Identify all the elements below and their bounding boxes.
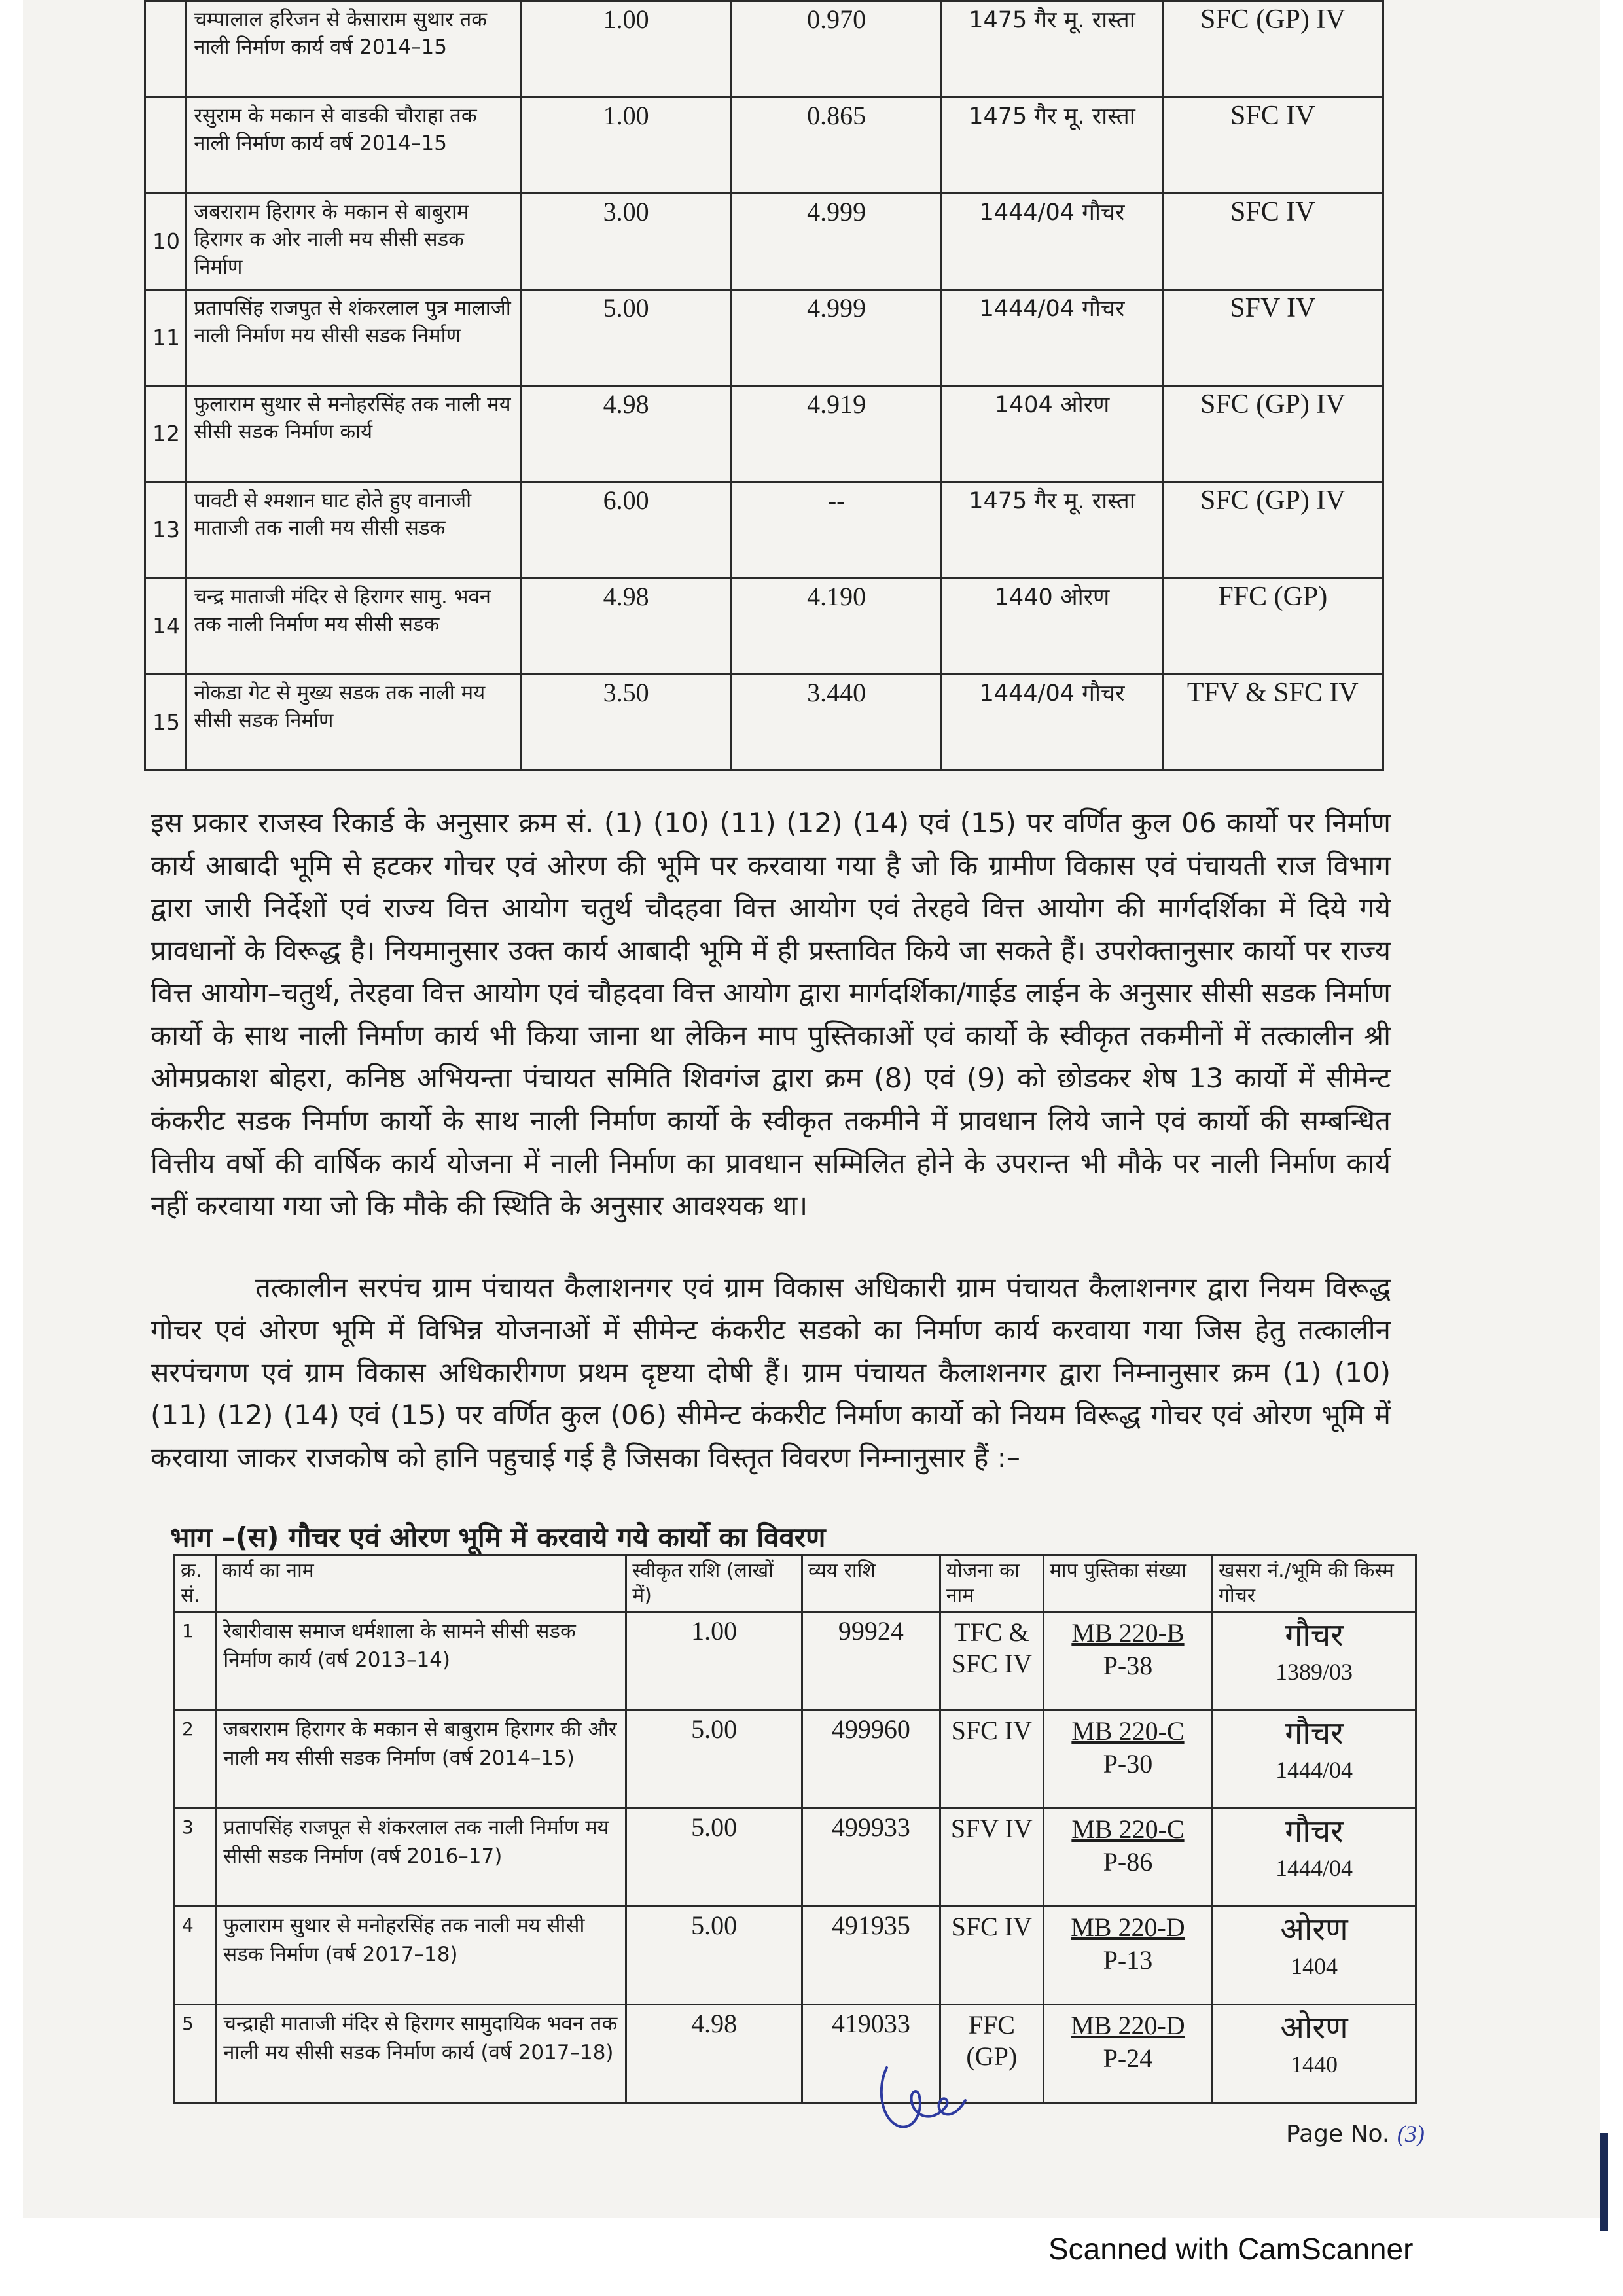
cell-scheme: SFC (GP) IV bbox=[1162, 1, 1383, 97]
table-row bbox=[175, 1809, 1416, 1907]
cell-work: प्रतापसिंह राजपुत से शंकरलाल पुत्र मालाजी नाली निर्माण मय सीसी सडक निर्माण bbox=[187, 290, 521, 386]
mb-page: P-86 bbox=[1103, 1847, 1153, 1877]
cell-spent: -- bbox=[731, 482, 941, 578]
cell-scheme: SFV IV bbox=[1162, 290, 1383, 386]
cell-sno: 2 bbox=[175, 1710, 216, 1809]
header-scheme: योजना का नाम bbox=[940, 1555, 1043, 1612]
page-number bbox=[1286, 2120, 1425, 2147]
cell-expense: 99924 bbox=[802, 1612, 940, 1710]
table-row bbox=[145, 194, 1383, 290]
cell-sanctioned: 3.50 bbox=[521, 675, 731, 771]
header-sanctioned: स्वीकृत राशि (लाखों में) bbox=[626, 1555, 802, 1612]
cell-expense: 419033 bbox=[802, 2005, 940, 2103]
cell-scheme: SFC (GP) IV bbox=[1162, 482, 1383, 578]
cell-spent: 3.440 bbox=[731, 675, 941, 771]
cell-sanctioned: 1.00 bbox=[521, 1, 731, 97]
cell-land: 1444/04 गौचर bbox=[942, 675, 1162, 771]
mb-page: P-38 bbox=[1103, 1651, 1153, 1680]
cell-scheme: SFC (GP) IV bbox=[1162, 386, 1383, 482]
cell-scheme: FFC (GP) bbox=[1162, 578, 1383, 675]
table-header-row bbox=[175, 1555, 1416, 1612]
mb-number: MB 220-D bbox=[1071, 1913, 1185, 1942]
cell-sanctioned: 5.00 bbox=[626, 1710, 802, 1809]
cell-mb bbox=[1043, 2005, 1212, 2103]
mb-number: MB 220-B bbox=[1071, 1618, 1185, 1648]
land-type: ओरण bbox=[1280, 2009, 1348, 2046]
mb-page: P-30 bbox=[1103, 1749, 1153, 1778]
mb-page: P-13 bbox=[1103, 1945, 1153, 1975]
cell-work: चम्पालाल हरिजन से केसाराम सुथार तक नाली निर्माण कार्य वर्ष 2014–15 bbox=[187, 1, 521, 97]
cell-scheme: TFV & SFC IV bbox=[1162, 675, 1383, 771]
cell-work: फुलाराम सुथार से मनोहरसिंह तक नाली मय सीसी सडक निर्माण कार्य bbox=[187, 386, 521, 482]
table-row bbox=[175, 1710, 1416, 1809]
khasra-number: 1389/03 bbox=[1275, 1659, 1353, 1685]
header-expense: व्यय राशि bbox=[802, 1555, 940, 1612]
cell-work: जबराराम हिरागर के मकान से बाबुराम हिरागर की और नाली मय सीसी सडक निर्माण (वर्ष 2014–15) bbox=[216, 1710, 626, 1809]
cell-scheme: SFC IV bbox=[1162, 194, 1383, 290]
cell-mb bbox=[1043, 1710, 1212, 1809]
cell-work: फुलाराम सुथार से मनोहरसिंह तक नाली मय सीसी सडक निर्माण (वर्ष 2017–18) bbox=[216, 1907, 626, 2005]
cell-sanctioned: 5.00 bbox=[521, 290, 731, 386]
cell-spent: 4.190 bbox=[731, 578, 941, 675]
scanned-page bbox=[23, 0, 1600, 2218]
page-number-value: (3) bbox=[1397, 2121, 1425, 2147]
signature-mark bbox=[874, 2061, 978, 2140]
scan-edge-mark bbox=[1600, 2133, 1608, 2231]
cell-sno bbox=[145, 97, 187, 194]
cell-land: 1475 गैर मू. रास्ता bbox=[942, 97, 1162, 194]
cell-land: 1440 ओरण bbox=[942, 578, 1162, 675]
cell-land: 1475 गैर मू. रास्ता bbox=[942, 1, 1162, 97]
mb-page: P-24 bbox=[1103, 2043, 1153, 2073]
table-row bbox=[175, 2005, 1416, 2103]
cell-sno: 11 bbox=[145, 290, 187, 386]
cell-work: चन्द्राही माताजी मंदिर से हिरागर सामुदायिक भवन तक नाली मय सीसी सडक निर्माण कार्य (वर्ष 2017–18) bbox=[216, 2005, 626, 2103]
part-c-title: भाग –(स) गौचर एवं ओरण भूमि में करवाये गये कार्यो का विवरण bbox=[170, 1521, 826, 1553]
grazing-land-works-table bbox=[173, 1554, 1417, 2104]
cell-land: 1444/04 गौचर bbox=[942, 290, 1162, 386]
cell-sno bbox=[145, 1, 187, 97]
cell-scheme: SFC IV bbox=[940, 1907, 1043, 2005]
khasra-number: 1440 bbox=[1291, 2051, 1338, 2077]
findings-paragraph-1: इस प्रकार राजस्व रिकार्ड के अनुसार क्रम सं. (1) (10) (11) (12) (14) एवं (15) पर वर्णित कुल 06 कार्यो पर निर्माण कार्य आबादी भूमि से हटकर गोचर एवं ओरण की भूमि पर करवाया गया है जो कि ग्रामीण विकास एवं पंचायती राज विभाग द्वारा जारी निर्देशों एवं राज्य वित्त आयोग चतुर्थ चौदहवा वित्त आयोग एवं तेरहवे वित्त आयोग की मार्गदर्शिका में दिये गये प्रावधानों के विरूद्ध है। नियमानुसार उक्त कार्य आबादी भूमि में ही प्रस्तावित किये जा सकते हैं। उपरोक्तानुसार कार्यो पर राज्य वित्त आयोग–चतुर्थ, तेरहवा वित्त आयोग एवं चौहदवा वित्त आयोग द्वारा मार्गदर्शिका/गाईड लाईन के अनुसार सीसी सडक निर्माण कार्यो के साथ नाली निर्माण कार्य भी किया जाना था लेकिन माप पुस्तिकाओं एवं कार्यो के स्वीकृत तकमीनों में तत्कालीन श्री ओमप्रकाश बोहरा, कनिष्ठ अभियन्ता पंचायत समिति शिवगंज द्वारा क्रम (8) एवं (9) को छोडकर शेष 13 कार्यो में सीमेन्ट कंकरीट सडक निर्माण कार्यो के साथ नाली निर्माण कार्यो के स्वीकृत तकमीने में प्रावधान लिये जाने एवं कार्यो की सम्बन्धित वित्तीय वर्षो की वार्षिक कार्य योजना में नाली निर्माण का प्रावधान सम्मिलित होने के उपरान्त भी मौके पर नाली निर्माण कार्य नहीं करवाया गया जो कि मौके की स्थिति के अनुसार आवश्यक था। bbox=[151, 807, 1391, 1222]
cell-work: पावटी से श्मशान घाट होते हुए वानाजी माताजी तक नाली मय सीसी सडक bbox=[187, 482, 521, 578]
page-number-label: Page No. bbox=[1286, 2121, 1390, 2147]
table-row bbox=[145, 482, 1383, 578]
cell-sno: 10 bbox=[145, 194, 187, 290]
cell-sanctioned: 1.00 bbox=[626, 1612, 802, 1710]
cell-sno: 15 bbox=[145, 675, 187, 771]
cell-spent: 4.999 bbox=[731, 290, 941, 386]
cell-sanctioned: 5.00 bbox=[626, 1809, 802, 1907]
cell-work: जबराराम हिरागर के मकान से बाबुराम हिरागर क ओर नाली मय सीसी सडक निर्माण bbox=[187, 194, 521, 290]
cell-spent: 4.919 bbox=[731, 386, 941, 482]
khasra-number: 1444/04 bbox=[1275, 1855, 1353, 1881]
cell-work: चन्द्र माताजी मंदिर से हिरागर सामु. भवन तक नाली निर्माण मय सीसी सडक bbox=[187, 578, 521, 675]
cell-expense: 499933 bbox=[802, 1809, 940, 1907]
table-row bbox=[145, 290, 1383, 386]
cell-sanctioned: 3.00 bbox=[521, 194, 731, 290]
khasra-number: 1404 bbox=[1291, 1953, 1338, 1979]
mb-number: MB 220-D bbox=[1071, 2011, 1185, 2040]
cell-scheme: TFC & SFC IV bbox=[940, 1612, 1043, 1710]
header-mb: माप पुस्तिका संख्या bbox=[1043, 1555, 1212, 1612]
cell-land: 1475 गैर मू. रास्ता bbox=[942, 482, 1162, 578]
cell-khasra bbox=[1213, 1907, 1416, 2005]
land-type: गौचर bbox=[1285, 1617, 1344, 1653]
cell-land: 1404 ओरण bbox=[942, 386, 1162, 482]
cell-sno: 1 bbox=[175, 1612, 216, 1710]
cell-sno: 13 bbox=[145, 482, 187, 578]
cell-expense: 491935 bbox=[802, 1907, 940, 2005]
land-type: गौचर bbox=[1285, 1813, 1344, 1850]
cell-scheme: SFC IV bbox=[940, 1710, 1043, 1809]
cell-sno: 4 bbox=[175, 1907, 216, 2005]
table-row bbox=[145, 97, 1383, 194]
cell-land: 1444/04 गौचर bbox=[942, 194, 1162, 290]
cell-scheme: FFC (GP) bbox=[940, 2005, 1043, 2103]
khasra-number: 1444/04 bbox=[1275, 1757, 1353, 1783]
cell-spent: 4.999 bbox=[731, 194, 941, 290]
cell-expense: 499960 bbox=[802, 1710, 940, 1809]
cell-work: प्रतापसिंह राजपूत से शंकरलाल तक नाली निर्माण मय सीसी सडक निर्माण (वर्ष 2016–17) bbox=[216, 1809, 626, 1907]
cell-sanctioned: 4.98 bbox=[521, 386, 731, 482]
mb-number: MB 220-C bbox=[1071, 1814, 1185, 1844]
cell-work: रेबारीवास समाज धर्मशाला के सामने सीसी सडक निर्माण कार्य (वर्ष 2013–14) bbox=[216, 1612, 626, 1710]
cell-sanctioned: 4.98 bbox=[521, 578, 731, 675]
cell-spent: 0.970 bbox=[731, 1, 941, 97]
cell-sanctioned: 6.00 bbox=[521, 482, 731, 578]
table-row bbox=[145, 386, 1383, 482]
table-row bbox=[175, 1907, 1416, 2005]
cell-mb bbox=[1043, 1907, 1212, 2005]
cell-khasra bbox=[1213, 1612, 1416, 1710]
cell-sno: 14 bbox=[145, 578, 187, 675]
table-row bbox=[145, 578, 1383, 675]
works-table-continued bbox=[144, 0, 1384, 771]
cell-scheme: SFV IV bbox=[940, 1809, 1043, 1907]
cell-work: नोकडा गेट से मुख्य सडक तक नाली मय सीसी सडक निर्माण bbox=[187, 675, 521, 771]
land-type: ओरण bbox=[1280, 1911, 1348, 1948]
findings-paragraph-2: तत्कालीन सरपंच ग्राम पंचायत कैलाशनगर एवं ग्राम विकास अधिकारी ग्राम पंचायत कैलाशनगर द्वारा नियम विरूद्ध गोचर एवं ओरण भूमि में विभिन्न योजनाओं में सीमेन्ट कंकरीट सडको का निर्माण कार्य करवाया गया जिस हेतु तत्कालीन सरपंचगण एवं ग्राम विकास अधिकारीगण प्रथम दृष्टया दोषी हैं। ग्राम पंचायत कैलाशनगर द्वारा निम्नानुसार क्रम (1) (10) (11) (12) (14) एवं (15) पर वर्णित कुल (06) सीमेन्ट कंकरीट निर्माण कार्यो को नियम विरूद्ध गोचर एवं ओरण भूमि में करवाया जाकर राजकोष को हानि पहुचाई गई है जिसका विस्तृत विवरण निम्नानुसार हैं :– bbox=[151, 1271, 1391, 1474]
cell-sno: 12 bbox=[145, 386, 187, 482]
table-row bbox=[175, 1612, 1416, 1710]
cell-khasra bbox=[1213, 1809, 1416, 1907]
cell-scheme: SFC IV bbox=[1162, 97, 1383, 194]
cell-sanctioned: 5.00 bbox=[626, 1907, 802, 2005]
cell-spent: 0.865 bbox=[731, 97, 941, 194]
cell-khasra bbox=[1213, 2005, 1416, 2103]
header-khasra: खसरा नं./भूमि की किस्म गोचर bbox=[1213, 1555, 1416, 1612]
land-type: गौचर bbox=[1285, 1715, 1344, 1752]
header-work: कार्य का नाम bbox=[216, 1555, 626, 1612]
cell-sno: 5 bbox=[175, 2005, 216, 2103]
cell-mb bbox=[1043, 1809, 1212, 1907]
mb-number: MB 220-C bbox=[1071, 1716, 1185, 1746]
table-row bbox=[145, 675, 1383, 771]
table-row bbox=[145, 1, 1383, 97]
cell-sno: 3 bbox=[175, 1809, 216, 1907]
cell-sanctioned: 4.98 bbox=[626, 2005, 802, 2103]
cell-khasra bbox=[1213, 1710, 1416, 1809]
scanner-footer: Scanned with CamScanner bbox=[1048, 2232, 1414, 2266]
cell-sanctioned: 1.00 bbox=[521, 97, 731, 194]
cell-mb bbox=[1043, 1612, 1212, 1710]
header-sno: क्र. सं. bbox=[175, 1555, 216, 1612]
cell-work: रसुराम के मकान से वाडकी चौराहा तक नाली निर्माण कार्य वर्ष 2014–15 bbox=[187, 97, 521, 194]
